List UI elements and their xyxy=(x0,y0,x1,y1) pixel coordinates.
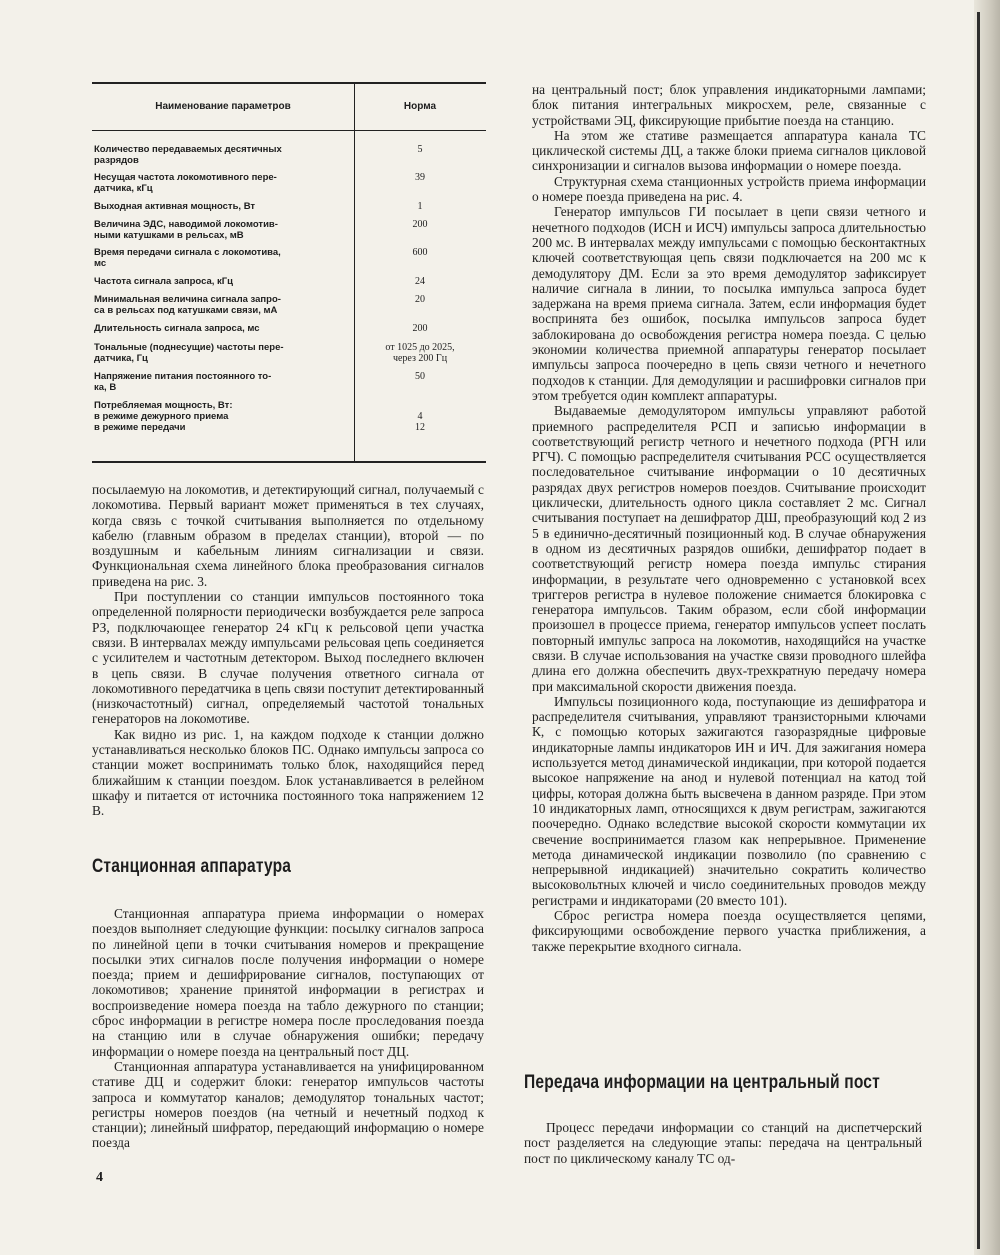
paragraph: Станционная аппаратура приема информации о номерах поездов выполняет следующие функции: посылку сигналов запроса по линейной цепи в точки считывания номеров и прекращение посылки этих сигналов после получения информации о номере поезда; прием и дешифрирование сигналов, поступающих от локомотивов; хранение принятой информации в регистрах и воспроизведение номера поезда на табло дежурного по станции; сброс информации в регистре номера после проследования поезда на станцию или в случае обнаружения ошибки; передачу информации о номере поезда на центральный пост ДЦ. xyxy=(92,906,484,1059)
param-name: Несущая частота локомотивного пере- датчика, кГц xyxy=(94,172,277,194)
page-number: 4 xyxy=(96,1170,103,1185)
paragraph: На этом же стативе размещается аппаратура канала ТС циклической системы ДЦ, а также блоки приема сигналов цикловой синхронизации и сигналов вызова информации о номере поезда. xyxy=(532,127,926,174)
paragraph: Выдаваемые демодулятором импульсы управляют работой приемного распределителя РСП и записью информации в соответствующий регистр четного и нечетного подхода (РГН или РГЧ). С помощью распределителя считывания РСС осуществляется последовательное считывание информации о 10 десятичных разрядах двух регистров номеров поездов. Считывание происходит циклически, длительность одного цикла составляет 2 мс. Сигнал считывания поступает на дешифратор ДШ, преобразующий код 2 из 5 в единично-десятичный позиционный код. В случае обнаружения в одном из десятичных разрядов ошибки, дешифратор подает в соответствующий регистр номера поезда импульс стирания информации, в результате чего одновременно с установкой всех триггеров регистра в нулевое положение снимается блокировка с генератора импульсов. Таким образом, если сбой информации произошел в процессе приема, генератор импульсов успеет послать повторный импульс запроса на локомотив, находящийся на участке связи. В случае использования на участке связи проводного шлейфа длина его должна обеспечить двух-трехкратную передачу номера при максимальной скорости движения поезда. xyxy=(532,403,926,694)
param-name: Величина ЭДС, наводимой локомотив- ными катушками в рельсах, мВ xyxy=(94,219,278,241)
paragraph: на центральный пост; блок управления индикаторными лампами; блок питания интегральных микросхем, реле, связанные с устройствами ЭЦ, фиксирующие прибытие поезда на станцию. xyxy=(532,82,926,128)
section-heading-transfer: Передача информации на центральный пост xyxy=(524,1072,880,1093)
param-value: 24 xyxy=(415,276,425,287)
param-value: 5 xyxy=(417,144,423,155)
section-heading-station-equipment: Станционная аппаратура xyxy=(92,856,292,877)
left-column-bottom xyxy=(92,906,484,1151)
paragraph: Генератор импульсов ГИ посылает в цепи связи четного и нечетного подходов (ИСН и ИСЧ) импульсы запроса длительностью 200 мс. В интервалах между импульсами с помощью бесконтактных ключей соответствующая цепь связи подключается на 200 мс к демодулятору ДМ. Если за это время демодулятор зафиксирует наличие сигнала в линии, то посылка импульса запроса будет задержана на время приема сигнала. Затем, если информация будет воспринята без ошибок, посылка импульсов запроса будет заблокирована до освобождения регистра номера поезда. С целью экономии количества приемной аппаратуры генератор посылает импульсы запроса поочередно в цепь связи четного и нечетного подходов к станции. Для демодуляции и расшифровки сигналов при этом требуется один комплект аппаратуры. xyxy=(532,204,926,403)
param-name: Длительность сигнала запроса, мс xyxy=(94,323,260,334)
paragraph: Структурная схема станционных устройств приема информации о номере поезда приведена на рис. 4. xyxy=(532,173,926,205)
paragraph: Станционная аппаратура устанавливается на унифицированном стативе ДЦ и содержит блоки: генератор импульсов частоты запроса и коммутатор каналов; демодулятор тональных частот; регистры номеров поездов (на четный и нечетный подход к станции); линейный шифратор, передающий информацию о номере поезда xyxy=(92,1058,484,1151)
param-name: Количество передаваемых десятичных разрядов xyxy=(94,144,282,166)
right-column-bottom xyxy=(524,1120,922,1166)
param-value: 1 xyxy=(417,201,423,212)
paragraph: Импульсы позиционного кода, поступающие из дешифратора и распределителя считывания, управляют транзисторными ключами К, с помощью которых зажигаются газоразрядные цифровые индикаторные лампы индикаторов ИН и ИЧ. Для зажигания номера используется метод динамической индикации, при которой подается высокое напряжение на анод и нулевой потенциал на катод той цифры, которая должна быть высвечена в данном разряде. При этом 10 индикаторных ламп, относящихся к двум регистрам, зажигаются поочередно. Однако вследствие высокой скорости коммутации их свечение воспринимается глазом как непрерывное. Применение метода динамической индикации позволило (по сравнению с непрерывной индикацией) значительно сократить количество высоковольтных ключей и число соединительных проводов между регистрами и индикаторами (20 вместо 101). xyxy=(532,693,926,908)
table-header-rule xyxy=(92,130,486,131)
param-value: 39 xyxy=(415,172,425,183)
right-column-top xyxy=(532,82,926,954)
param-value: 200 xyxy=(412,219,428,230)
table-header-norm: Норма xyxy=(403,101,437,112)
param-value: 50 xyxy=(415,371,425,382)
param-name: Потребляемая мощность, Вт: в режиме дежурного приема в режиме передачи xyxy=(94,400,233,433)
param-name: Напряжение питания постоянного то- ка, В xyxy=(94,371,272,393)
param-value: 200 xyxy=(412,323,428,334)
param-value: 600 xyxy=(412,247,428,258)
parameters-table xyxy=(92,82,486,463)
page-edge xyxy=(974,0,1000,1255)
param-value: 20 xyxy=(415,294,425,305)
param-name: Частота сигнала запроса, кГц xyxy=(94,276,234,287)
param-name: Выходная активная мощность, Вт xyxy=(94,201,256,212)
param-name: Минимальная величина сигнала запро- са в рельсах под катушками связи, мА xyxy=(94,294,281,316)
paragraph: Процесс передачи информации со станций на диспетчерский пост разделяется на следующие этапы: передача на центральный пост по циклическому каналу ТС од- xyxy=(524,1120,922,1166)
paragraph: При поступлении со станции импульсов постоянного тока определенной полярности периодически возбуждается реле запроса РЗ, подключающее генератор 24 кГц к рельсовой цепи участка связи. В интервалах между импульсами рельсовая цепь соединяется с усилителем и частотным детектором. Выход последнего включен в цепь связи. В случае получения ответного сигнала от локомотивного передатчика в цепь связи поступит детектированный (низкочастотный) сигнал, определяемый частотой тональных генераторов на локомотиве. xyxy=(92,589,484,727)
param-value: от 1025 до 2025, через 200 Гц xyxy=(385,342,455,364)
param-name: Время передачи сигнала с локомотива, мс xyxy=(94,247,281,269)
param-value: 4 12 xyxy=(415,411,425,433)
left-column-top xyxy=(92,482,484,819)
paragraph: посылаемую на локомотив, и детектирующий сигнал, получаемый с локомотива. Первый вариант может применяться в тех случаях, когда связь с точкой считывания выполняется по отдельному кабелю (главным образом в пределах станции), второй — по воздушным и кабельным линиям сигнализации и связи. Функциональная схема линейного блока преобразования сигналов приведена на рис. 3. xyxy=(92,482,484,589)
table-header-name: Наименование параметров xyxy=(155,101,291,112)
param-name: Тональные (поднесущие) частоты пере- датчика, Гц xyxy=(94,342,284,364)
paragraph: Сброс регистра номера поезда осуществляется цепями, фиксирующими освобождение первого участка приближения, а также перекрытие входного сигнала. xyxy=(532,908,926,954)
paragraph: Как видно из рис. 1, на каждом подходе к станции должно устанавливаться несколько блоков ПС. Однако импульсы запроса со станции может воспринимать только блок, находящийся перед ближайшим к станции поездом. Блок устанавливается в релейном шкафу и питается от источника постоянного тока напряжением 12 В. xyxy=(92,726,484,819)
